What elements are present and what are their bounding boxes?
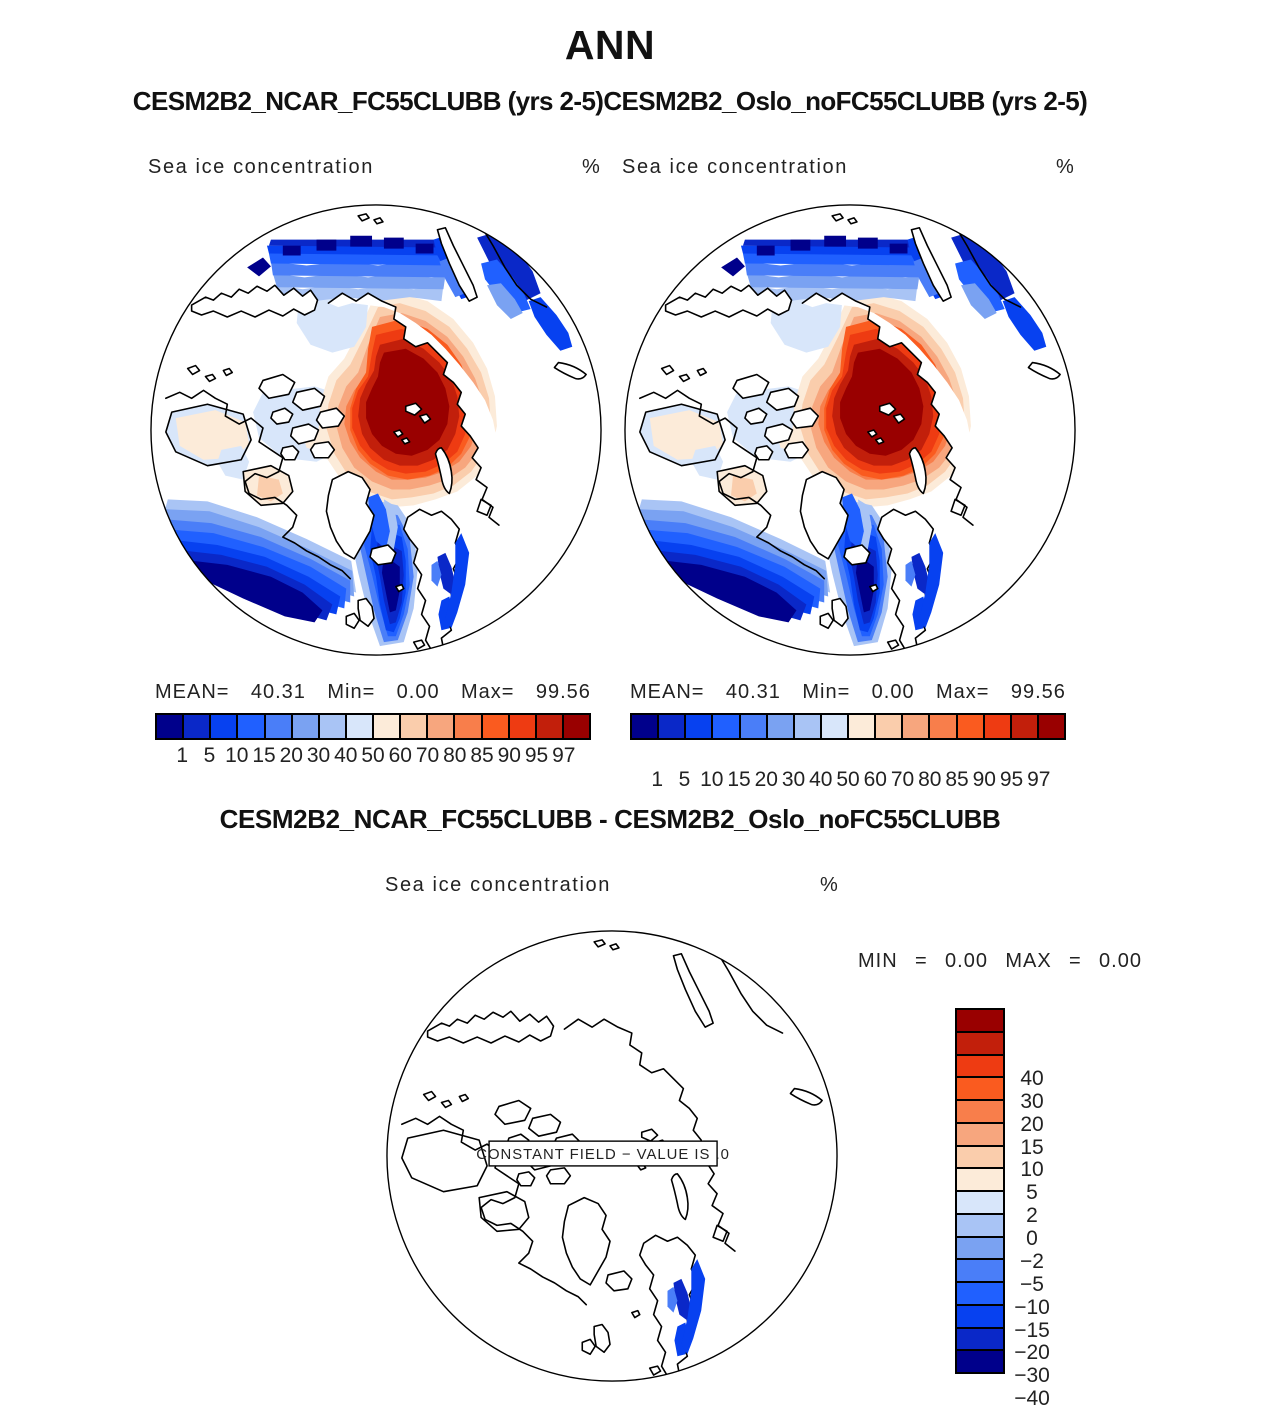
max-label: Max= (461, 681, 515, 703)
colorbar-cell (822, 715, 847, 738)
colorbar-cell (903, 715, 928, 738)
right-panel-title: Sea ice concentration (622, 156, 848, 178)
colorbar-tick: 0 (1026, 1227, 1038, 1250)
colorbar-cell (768, 715, 793, 738)
mean-label: MEAN= (155, 681, 230, 703)
colorbar-cell (157, 715, 182, 738)
colorbar-tick: 40 (334, 744, 358, 767)
colorbar-cell (795, 715, 820, 738)
colorbar-cell (238, 715, 263, 738)
right-stats (630, 681, 1066, 704)
colorbar-tick: 50 (836, 768, 860, 791)
colorbar-tick: 2 (1026, 1204, 1038, 1228)
mean-value: 40.31 (250, 681, 306, 703)
colorbar-tick: 80 (443, 744, 467, 767)
colorbar-tick: 90 (497, 744, 521, 767)
colorbar-tick: 1 (651, 768, 664, 791)
colorbar-cell (632, 715, 657, 738)
colorbar-cell (876, 715, 901, 738)
colorbar-tick: 80 (918, 768, 942, 791)
colorbar-tick: −20 (1014, 1341, 1050, 1365)
colorbar-tick: −10 (1014, 1295, 1050, 1319)
colorbar-tick: 95 (524, 744, 549, 767)
diff-panel-title: Sea ice concentration (385, 874, 611, 896)
colorbar-tick: 1 (176, 744, 189, 767)
diff-colorbar-ticks (1006, 1056, 1058, 1422)
colorbar-tick: 60 (388, 744, 412, 767)
colorbar-cell (374, 715, 399, 738)
left-map (148, 202, 604, 658)
min-label: Min= (327, 681, 376, 703)
min-label: Min= (802, 681, 851, 703)
colorbar-tick: 85 (470, 744, 494, 767)
colorbar-tick: 30 (781, 768, 806, 791)
colorbar-cell (957, 1101, 1003, 1122)
colorbar-cell (211, 715, 236, 738)
min-value: 0.00 (945, 950, 988, 972)
colorbar-cell (293, 715, 318, 738)
min-value: 0.00 (396, 681, 440, 703)
colorbar-tick: 20 (754, 768, 778, 791)
min-value: 0.00 (871, 681, 915, 703)
colorbar-cell (659, 715, 684, 738)
difference-map (384, 928, 840, 1384)
colorbar-tick: 90 (972, 768, 996, 791)
colorbar-tick: 15 (252, 744, 276, 767)
colorbar-tick: 70 (415, 744, 440, 767)
left-colorbar (155, 713, 591, 740)
colorbar-tick: 5 (678, 768, 691, 791)
colorbar-cell (957, 1033, 1003, 1054)
colorbar-cell (184, 715, 209, 738)
colorbar-cell (428, 715, 453, 738)
colorbar-cell (957, 1147, 1003, 1168)
left-panel-title: Sea ice concentration (148, 156, 374, 178)
max-value: 0.00 (1099, 950, 1142, 972)
colorbar-cell (455, 715, 480, 738)
colorbar-cell (957, 1329, 1003, 1350)
colorbar-tick: 15 (1020, 1135, 1044, 1159)
colorbar-tick: 60 (863, 768, 887, 791)
colorbar-cell (957, 1306, 1003, 1327)
colorbar-tick: 95 (999, 768, 1024, 791)
colorbar-cell (957, 1215, 1003, 1236)
diff-stats (858, 950, 1142, 973)
colorbar-cell (713, 715, 738, 738)
right-colorbar-ticks (630, 768, 1066, 792)
right-colorbar (630, 713, 1066, 740)
diff-panel-units: % (820, 874, 840, 896)
colorbar-cell (957, 1124, 1003, 1145)
colorbar-cell (930, 715, 955, 738)
colorbar-cell (1012, 715, 1037, 738)
right-panel-units: % (1056, 156, 1076, 178)
colorbar-tick: −15 (1014, 1318, 1050, 1342)
difference-title: CESM2B2_NCAR_FC55CLUBB - CESM2B2_Oslo_noFC55CLUBB (219, 804, 1001, 834)
colorbar-tick: 10 (700, 768, 724, 791)
colorbar-tick: 30 (306, 744, 331, 767)
colorbar-cell (537, 715, 562, 738)
colorbar-tick: 97 (1027, 768, 1051, 791)
colorbar-tick: 10 (225, 744, 249, 767)
colorbar-cell (957, 1192, 1003, 1213)
max-value: 99.56 (535, 681, 591, 703)
colorbar-cell (957, 1260, 1003, 1281)
colorbar-cell (564, 715, 589, 738)
colorbar-cell (1039, 715, 1064, 738)
colorbar-cell (510, 715, 535, 738)
min-label: MIN (858, 950, 898, 972)
colorbar-tick: 97 (552, 744, 576, 767)
mean-value: 40.31 (725, 681, 781, 703)
colorbar-cell (957, 1238, 1003, 1259)
constant-field-label: CONSTANT FIELD − VALUE IS .0 (476, 1146, 730, 1163)
colorbar-cell (266, 715, 291, 738)
colorbar-cell (849, 715, 874, 738)
colorbar-tick: 20 (279, 744, 303, 767)
left-panel-units: % (582, 156, 602, 178)
left-stats (155, 681, 591, 704)
colorbar-tick: 5 (203, 744, 216, 767)
min-equals: = (915, 950, 928, 972)
colorbar-cell (483, 715, 508, 738)
diff-colorbar (955, 1008, 1005, 1374)
colorbar-tick: 40 (1020, 1066, 1044, 1090)
colorbar-tick: 50 (361, 744, 385, 767)
colorbar-tick: −30 (1014, 1364, 1050, 1388)
colorbar-cell (957, 1078, 1003, 1099)
colorbar-tick: 15 (727, 768, 751, 791)
colorbar-cell (741, 715, 766, 738)
colorbar-cell (686, 715, 711, 738)
colorbar-tick: 70 (890, 768, 915, 791)
colorbar-cell (320, 715, 345, 738)
runs-subtitle: CESM2B2_NCAR_FC55CLUBB (yrs 2-5)CESM2B2_Oslo_noFC55CLUBB (yrs 2-5) (132, 86, 1088, 116)
left-colorbar-ticks (155, 744, 591, 768)
colorbar-cell (957, 1351, 1003, 1372)
colorbar-tick: 20 (1020, 1112, 1044, 1136)
colorbar-tick: 40 (809, 768, 833, 791)
colorbar-tick: 5 (1026, 1181, 1038, 1205)
colorbar-cell (957, 1010, 1003, 1031)
colorbar-cell (957, 1283, 1003, 1304)
page-title: ANN (564, 22, 656, 68)
colorbar-tick: −40 (1014, 1387, 1050, 1411)
colorbar-tick: −2 (1020, 1249, 1044, 1273)
colorbar-tick: 85 (945, 768, 969, 791)
colorbar-cell (957, 1169, 1003, 1190)
right-map (622, 202, 1078, 658)
colorbar-tick: −5 (1020, 1272, 1044, 1296)
colorbar-cell (957, 1056, 1003, 1077)
max-label: MAX (1005, 950, 1052, 972)
max-equals: = (1069, 950, 1082, 972)
mean-label: MEAN= (630, 681, 705, 703)
colorbar-tick: 10 (1020, 1158, 1044, 1182)
colorbar-cell (347, 715, 372, 738)
max-label: Max= (936, 681, 990, 703)
colorbar-tick: 30 (1020, 1089, 1044, 1113)
max-value: 99.56 (1010, 681, 1066, 703)
colorbar-cell (401, 715, 426, 738)
colorbar-cell (958, 715, 983, 738)
colorbar-cell (985, 715, 1010, 738)
